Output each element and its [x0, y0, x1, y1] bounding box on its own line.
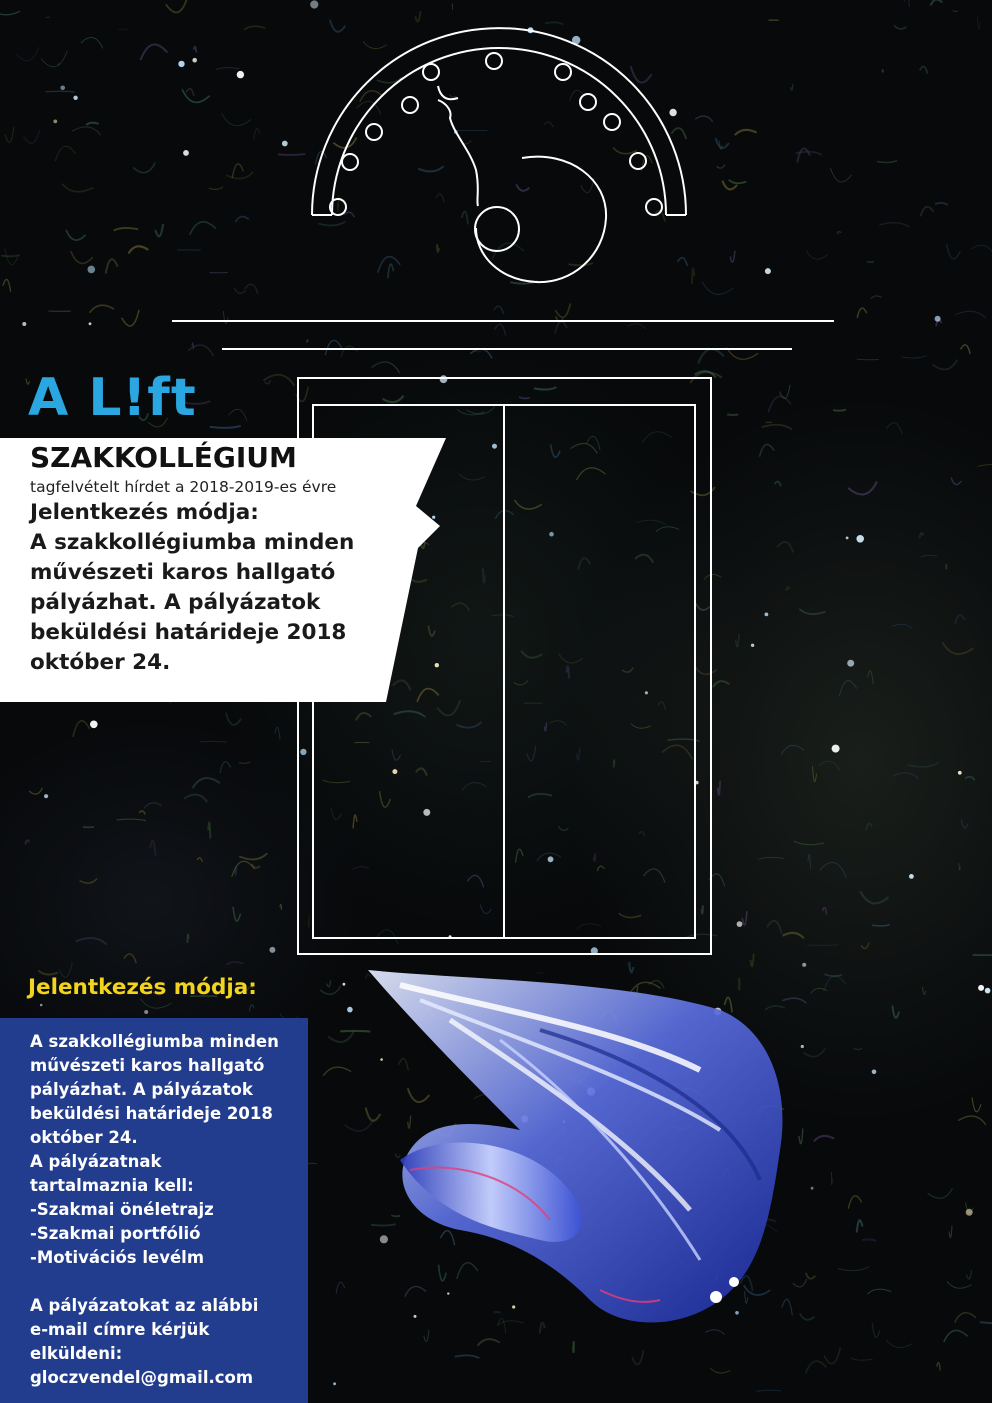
- banner-line: művészeti karos hallgató: [30, 560, 336, 585]
- apply-line: A pályázatnak: [30, 1152, 162, 1171]
- banner-line: beküldési határideje 2018: [30, 620, 347, 645]
- banner-line: október 24.: [30, 650, 171, 675]
- brand-title: A L!ft: [28, 368, 197, 428]
- requirement-item: -Motivációs levélm: [30, 1248, 205, 1267]
- apply-line: tartalmaznia kell:: [30, 1176, 194, 1195]
- apply-heading: Jelentkezés módja:: [28, 975, 257, 1000]
- requirement-item: -Szakmai portfólió: [30, 1224, 201, 1243]
- apply-line: beküldési határideje 2018: [30, 1104, 273, 1123]
- banner-line: pályázhat. A pályázatok: [30, 590, 321, 615]
- apply-info-panel: [0, 1018, 308, 1403]
- requirement-item: -Szakmai önéletrajz: [30, 1200, 214, 1219]
- banner-subline: tagfelvételt hírdet a 2018-2019-es évre: [30, 478, 337, 496]
- apply-line: pályázhat. A pályázatok: [30, 1080, 253, 1099]
- banner-line: A szakkollégiumba minden: [30, 530, 355, 555]
- spacer: [30, 1270, 305, 1294]
- contact-line: e-mail címre kérjük: [30, 1320, 210, 1339]
- contact-line: A pályázatokat az alábbi: [30, 1296, 259, 1315]
- banner-text: [30, 440, 430, 678]
- apply-line: művészeti karos hallgató: [30, 1056, 265, 1075]
- info-banner: [0, 438, 448, 702]
- banner-line: Jelentkezés módja:: [30, 500, 259, 525]
- banner-heading: SZAKKOLLÉGIUM: [30, 441, 297, 474]
- apply-line: A szakkollégiumba minden: [30, 1032, 279, 1051]
- contact-email[interactable]: gloczvendel@gmail.com: [30, 1368, 254, 1387]
- apply-line: október 24.: [30, 1128, 138, 1147]
- apply-info-text: [30, 1030, 305, 1390]
- contact-line: elküldeni:: [30, 1344, 123, 1363]
